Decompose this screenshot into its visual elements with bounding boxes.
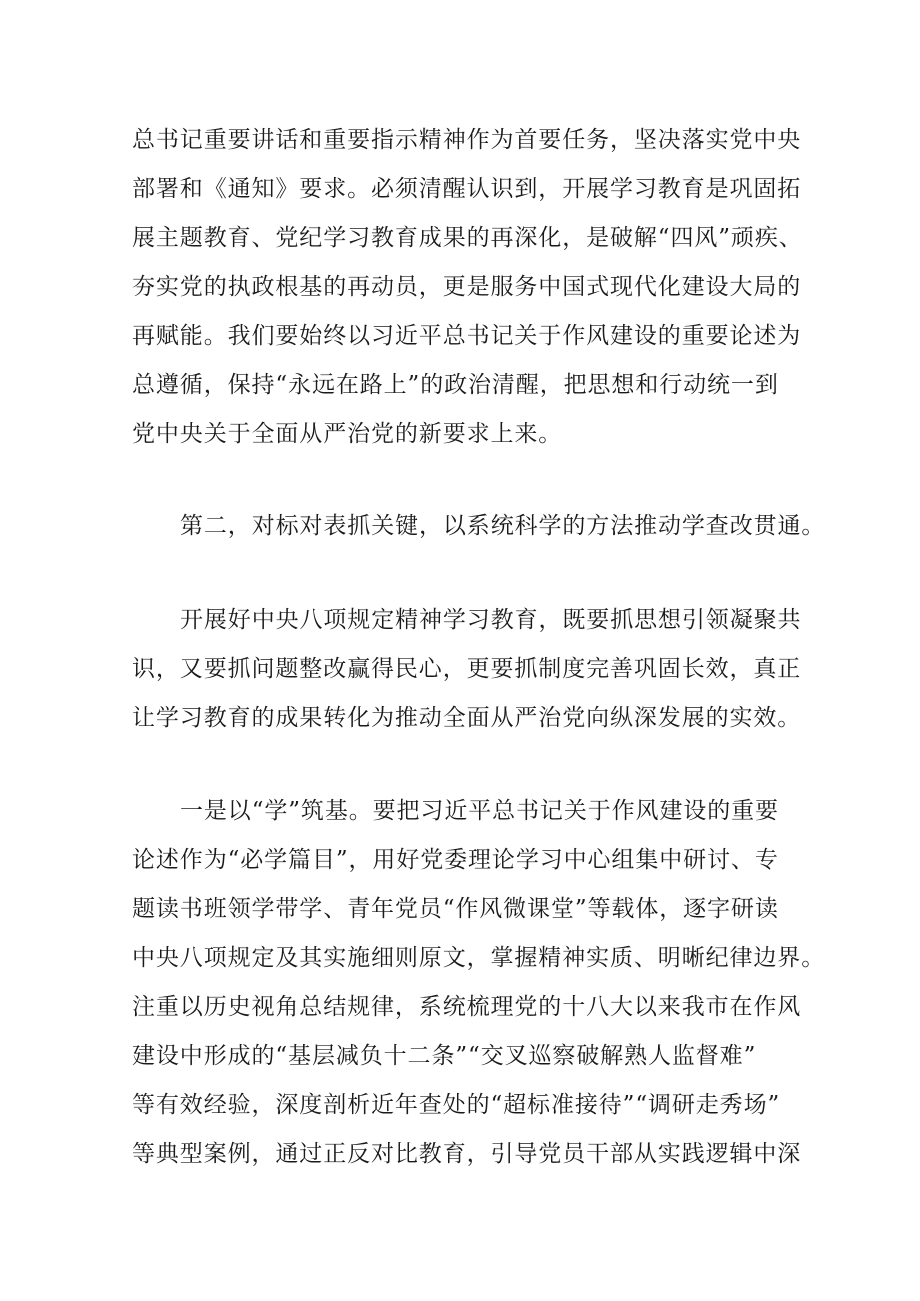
paragraph-4-line-1: 一是以“学”筑基。要把习近平总书记关于作风建设的重要	[180, 798, 779, 824]
paragraph-4-line-5: 注重以历史视角总结规律，系统梳理党的十八大以来我市在作风	[132, 994, 802, 1020]
paragraph-1-line-3: 展主题教育、党纪学习教育成果的再深化，是破解“四风”顽疾、	[132, 225, 803, 251]
paragraph-4-line-2: 论述作为“必学篇目”，用好党委理论学习中心组集中研讨、专	[132, 847, 779, 873]
section-heading-2: 第二，对标对表抓关键，以系统科学的方法推动学查改贯通。	[180, 513, 826, 539]
paragraph-1-line-5: 再赋能。我们要始终以习近平总书记关于作风建设的重要论述为	[132, 323, 802, 349]
paragraph-4-line-3: 题读书班领学带学、青年党员“作风微课堂”等载体，逐字研读	[132, 896, 779, 922]
paragraph-4-line-7: 等有效经验，深度剖析近年查处的“超标准接待”“调研走秀场”	[132, 1092, 781, 1118]
paragraph-4-line-6: 建设中形成的“基层减负十二条”“交叉巡察破解熟人监督难”	[132, 1043, 757, 1069]
paragraph-3-line-1: 开展好中央八项规定精神学习教育，既要抓思想引领凝聚共	[180, 607, 802, 633]
paragraph-3-line-3: 让学习教育的成果转化为推动全面从严治党向纵深发展的实效。	[132, 705, 802, 731]
paragraph-4-line-8: 等典型案例，通过正反对比教育，引导党员干部从实践逻辑中深	[132, 1141, 802, 1167]
paragraph-1-line-4: 夯实党的执政根基的再动员，更是服务中国式现代化建设大局的	[132, 274, 802, 300]
paragraph-1-line-2: 部署和《通知》要求。必须清醒认识到，开展学习教育是巩固拓	[132, 176, 802, 202]
paragraph-3-line-2: 识，又要抓问题整改赢得民心，更要抓制度完善巩固长效，真正	[132, 656, 802, 682]
paragraph-1-line-1: 总书记重要讲话和重要指示精神作为首要任务，坚决落实党中央	[132, 127, 802, 153]
paragraph-1-line-7: 党中央关于全面从严治党的新要求上来。	[132, 421, 563, 447]
paragraph-1-line-6: 总遵循，保持“永远在路上”的政治清醒，把思想和行动统一到	[132, 372, 779, 398]
paragraph-4-line-4: 中央八项规定及其实施细则原文，掌握精神实质、明晰纪律边界。	[132, 945, 826, 971]
